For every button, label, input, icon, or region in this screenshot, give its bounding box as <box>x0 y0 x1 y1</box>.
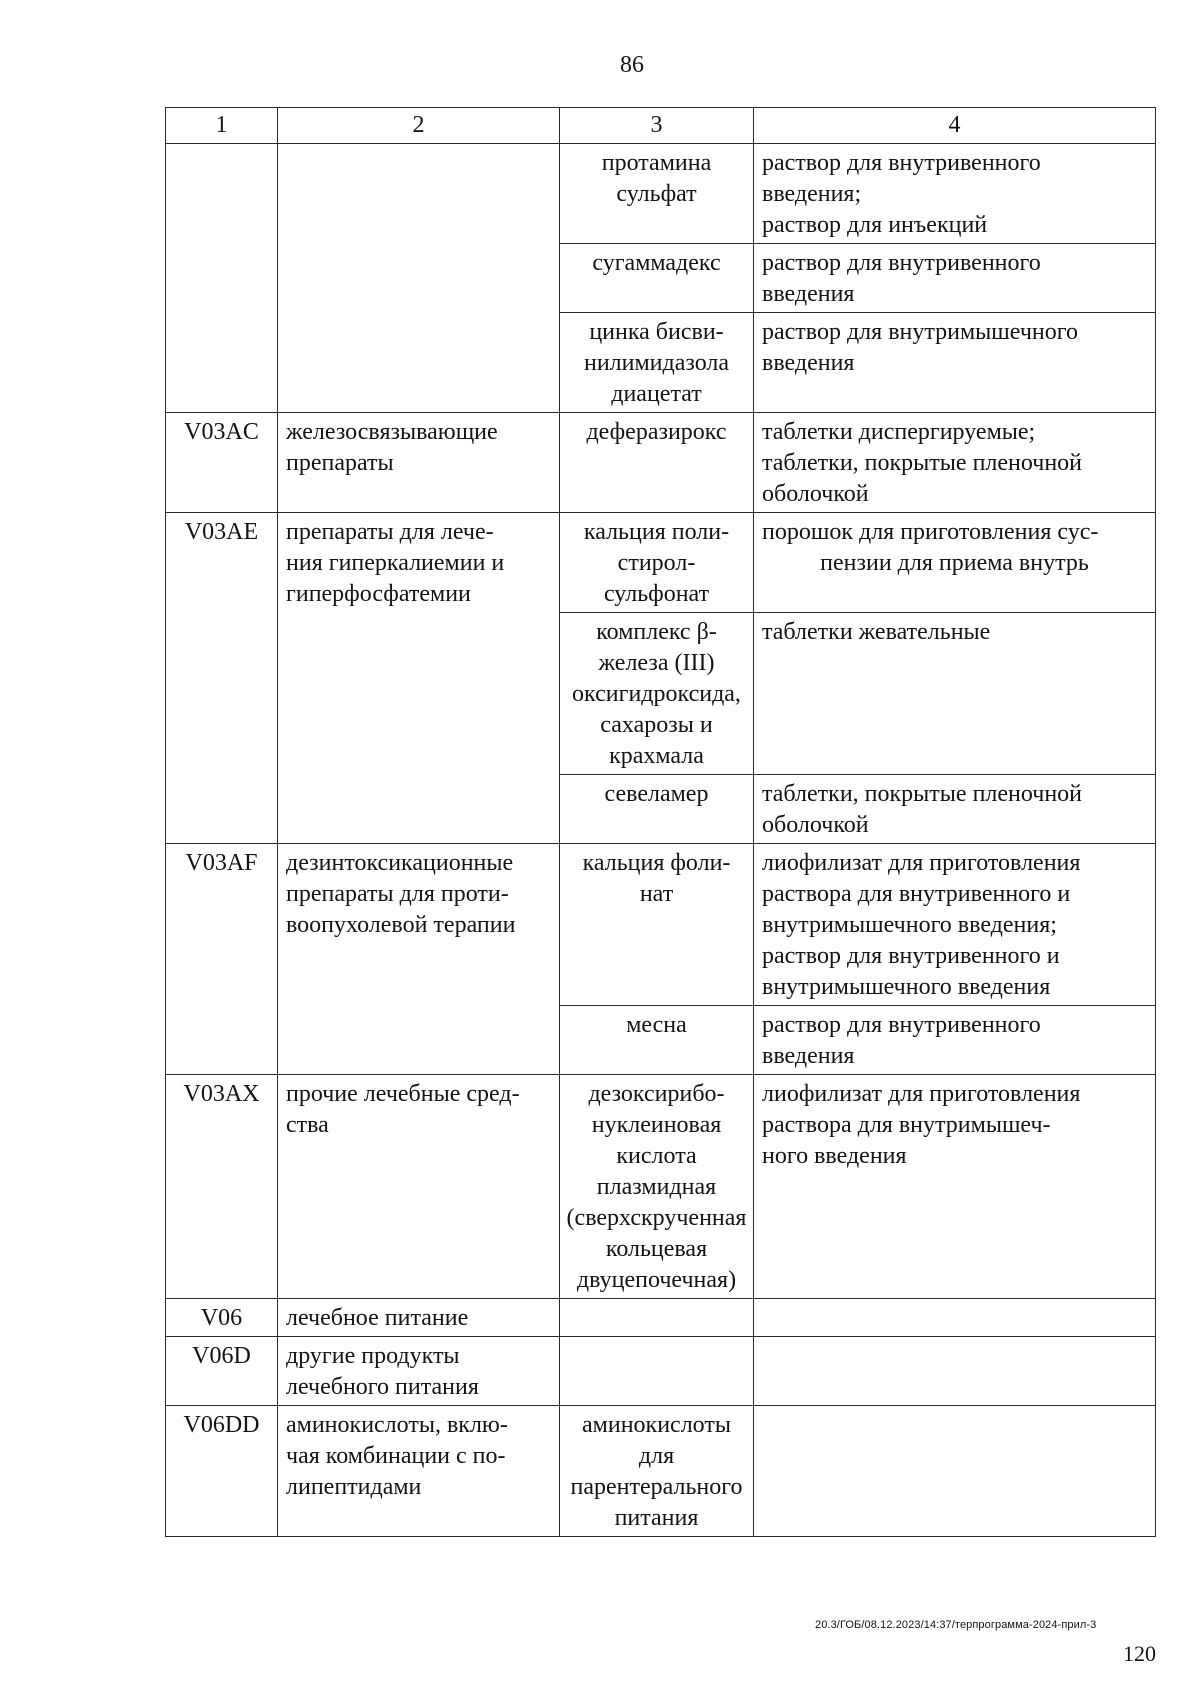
dosage-form-cell: лиофилизат для приготовления раствора для внутривенного и внутримышечного введения; раствор для внутривенного и внутримышечного введения <box>754 844 1156 1006</box>
atc-code-cell: V03AF <box>166 844 278 1075</box>
drug-name-cell: комплекс β- железа (III) оксигидроксида, сахарозы и крахмала <box>560 613 754 775</box>
dosage-form-cell <box>754 1337 1156 1406</box>
table-row <box>166 1075 1156 1299</box>
medication-table <box>165 107 1156 1537</box>
column-header-1: 1 <box>166 108 278 144</box>
column-header-4: 4 <box>754 108 1156 144</box>
dosage-form-cell: таблетки, покрытые пленочной оболочкой <box>754 775 1156 844</box>
dosage-form-cell: порошок для приготовления сус- пензии для приема внутрь <box>754 513 1156 613</box>
drug-name-cell: дезоксирибо- нуклеиновая кислота плазмидная (сверхскрученная кольцевая двуцепочечная) <box>560 1075 754 1299</box>
group-cell: аминокислоты, вклю- чая комбинации с по- липептидами <box>278 1406 560 1537</box>
table-row <box>166 844 1156 1006</box>
dosage-form-cell <box>754 1406 1156 1537</box>
group-cell <box>278 144 560 413</box>
page-number: 86 <box>620 52 644 78</box>
table-row <box>166 1406 1156 1537</box>
atc-code-cell: V06D <box>166 1337 278 1406</box>
drug-name-cell: деферазирокс <box>560 413 754 513</box>
dosage-form-cell: лиофилизат для приготовления раствора для внутримышеч- ного введения <box>754 1075 1156 1299</box>
dosage-form-cell: раствор для внутривенного введения <box>754 244 1156 313</box>
dosage-form-cell: раствор для внутривенного введения <box>754 1006 1156 1075</box>
drug-name-cell: сугаммадекс <box>560 244 754 313</box>
table-row <box>166 413 1156 513</box>
atc-code-cell: V03AX <box>166 1075 278 1299</box>
drug-name-cell: аминокислоты для парентерального питания <box>560 1406 754 1537</box>
document-footer-code: 20.3/ГОБ/08.12.2023/14:37/терпрограмма-2024-прил-3 <box>815 1619 1097 1631</box>
drug-name-cell: цинка бисви- нилимидазола диацетат <box>560 313 754 413</box>
group-cell: железосвязывающие препараты <box>278 413 560 513</box>
drug-name-cell: месна <box>560 1006 754 1075</box>
table-row <box>166 1299 1156 1337</box>
dosage-form-cell: таблетки жевательные <box>754 613 1156 775</box>
atc-code-cell: V06 <box>166 1299 278 1337</box>
atc-code-cell: V03AC <box>166 413 278 513</box>
column-header-3: 3 <box>560 108 754 144</box>
group-cell: другие продукты лечебного питания <box>278 1337 560 1406</box>
drug-name-cell <box>560 1337 754 1406</box>
atc-code-cell <box>166 144 278 413</box>
column-header-2: 2 <box>278 108 560 144</box>
dosage-form-cell <box>754 1299 1156 1337</box>
drug-name-cell: севеламер <box>560 775 754 844</box>
drug-name-cell <box>560 1299 754 1337</box>
dosage-form-cell: таблетки диспергируемые; таблетки, покрытые пленочной оболочкой <box>754 413 1156 513</box>
drug-name-cell: протамина сульфат <box>560 144 754 244</box>
dosage-form-cell: раствор для внутримышечного введения <box>754 313 1156 413</box>
table-header-row <box>166 108 1156 144</box>
table-row <box>166 513 1156 613</box>
group-cell: дезинтоксикационные препараты для проти- воопухолевой терапии <box>278 844 560 1075</box>
group-cell: прочие лечебные сред- ства <box>278 1075 560 1299</box>
atc-code-cell: V06DD <box>166 1406 278 1537</box>
sheet-number: 120 <box>1123 1641 1156 1666</box>
group-cell: препараты для лече- ния гиперкалиемии и гиперфосфатемии <box>278 513 560 844</box>
drug-name-cell: кальция поли- стирол- сульфонат <box>560 513 754 613</box>
table-row <box>166 1337 1156 1406</box>
dosage-form-cell: раствор для внутривенного введения; раствор для инъекций <box>754 144 1156 244</box>
group-cell: лечебное питание <box>278 1299 560 1337</box>
table-row <box>166 144 1156 244</box>
drug-name-cell: кальция фоли- нат <box>560 844 754 1006</box>
atc-code-cell: V03AE <box>166 513 278 844</box>
